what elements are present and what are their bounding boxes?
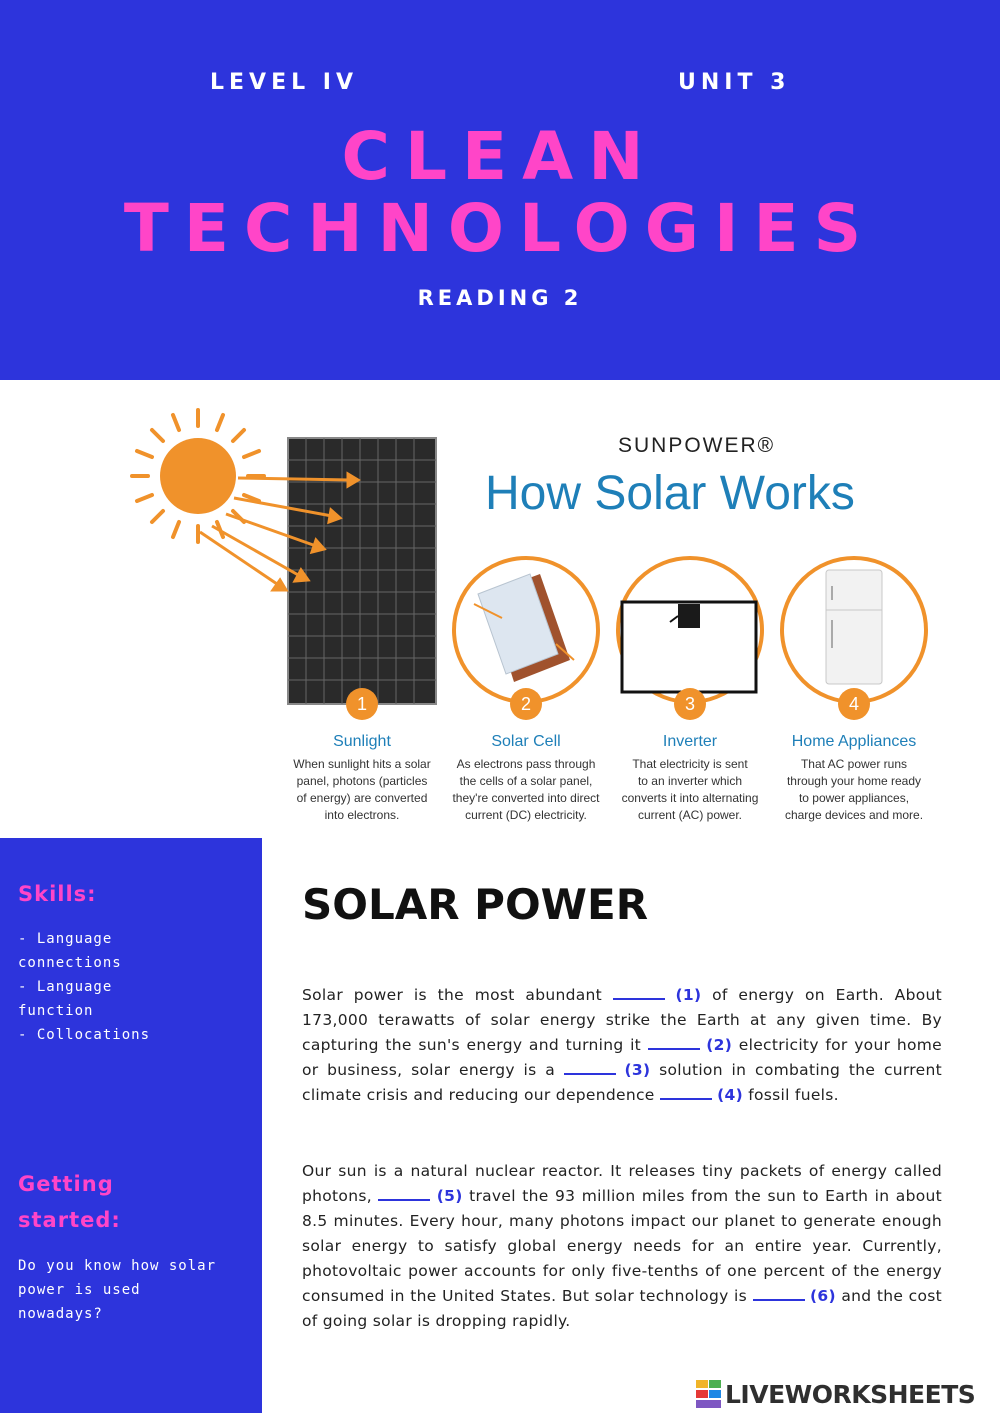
warmup-question: Do you know how solar power is used nowadays? [18, 1258, 217, 1322]
step-title-inverter: Inverter [662, 733, 718, 750]
solar-cell-icon [454, 558, 598, 702]
article-title: SOLAR POWER [302, 880, 649, 929]
step-desc-solar-cell: As electrons pass through the cells of a solar panel, they're converted into direct current (DC) electricity. [452, 757, 600, 822]
gap-number-2: (2) [706, 1036, 733, 1054]
sidebar [0, 838, 262, 1413]
step-badge-3 [674, 688, 706, 720]
step-title-sunlight: Sunlight [333, 733, 391, 750]
title-line-1: CLEAN [341, 118, 659, 195]
svg-text:4: 4 [848, 694, 860, 714]
header-banner [0, 0, 1000, 380]
step-title-solar-cell: Solar Cell [491, 733, 561, 750]
level-label: LEVEL IV [210, 70, 358, 95]
step-title-home-appliances: Home Appliances [791, 733, 917, 750]
gap-input-5[interactable] [378, 1187, 430, 1201]
title-line-2: TECHNOLOGIES [123, 190, 877, 267]
sun-icon [132, 410, 264, 542]
svg-text:3: 3 [684, 694, 696, 714]
gap-input-2[interactable] [648, 1036, 700, 1050]
gap-input-1[interactable] [613, 986, 665, 1000]
infographic-title: How Solar Works [485, 467, 855, 520]
svg-text:2: 2 [520, 694, 532, 714]
step-desc-home-appliances: That AC power runs through your home ready to power appliances, charge devices and more. [784, 757, 924, 822]
gap-number-1: (1) [675, 986, 702, 1004]
gap-input-6[interactable] [753, 1287, 805, 1301]
paragraph-2: Our sun is a natural nuclear reactor. It releases tiny packets of energy called photons, (5) travel the 93 million miles from the sun to Earth in about 8.5 minutes. Every hour, many photons impact our planet to generate enough solar energy to satisfy global energy needs for an entire year. Currently, photovoltaic power accounts for only five-tenths of one percent of the energy consumed in the United States. But solar technology is (6) and the cost of going solar is dropping rapidly. [302, 1162, 943, 1330]
unit-label: UNIT 3 [678, 70, 791, 95]
liveworksheets-text: LIVEWORKSHEETS [725, 1379, 976, 1409]
gap-input-4[interactable] [660, 1086, 712, 1100]
sunpower-brand: SUNPOWER® [618, 434, 776, 457]
inverter-icon [618, 558, 762, 702]
how-solar-works-infographic [110, 398, 950, 828]
liveworksheets-logo [696, 1378, 975, 1410]
step-desc-inverter: That electricity is sent to an inverter which converts it into alternating current (AC) power. [621, 757, 759, 822]
infographic-graphics [110, 398, 950, 728]
step-badge-2 [510, 688, 542, 720]
reading-label: READING 2 [417, 286, 583, 310]
gap-number-5: (5) [436, 1187, 463, 1205]
step-badge-1 [346, 688, 378, 720]
skills-heading: Skills: [18, 882, 97, 906]
gap-input-3[interactable] [564, 1061, 616, 1075]
gap-number-4: (4) [717, 1086, 743, 1104]
step-badge-4 [838, 688, 870, 720]
liveworksheets-logo-icon [696, 1380, 722, 1408]
step-desc-sunlight: When sunlight hits a solar panel, photons (particles of energy) are converted into electrons. [293, 757, 431, 822]
paragraph-1: Solar power is the most abundant (1) of energy on Earth. About 173,000 terawatts of solar energy strike the Earth at any given time. By capturing the sun's energy and turning it (2) electricity for your home or business, solar energy is a (3) solution in combating the current climate crisis and reducing our dependence (4) fossil fuels. [302, 986, 942, 1104]
gap-number-6: (6) [809, 1287, 836, 1305]
gap-number-3: (3) [624, 1061, 651, 1079]
svg-text:1: 1 [356, 694, 368, 714]
skills-list: - Language connections - Language function - Collocations [18, 931, 151, 1043]
home-appliance-icon [782, 558, 926, 702]
getting-started-heading: Getting started: [18, 1172, 121, 1232]
